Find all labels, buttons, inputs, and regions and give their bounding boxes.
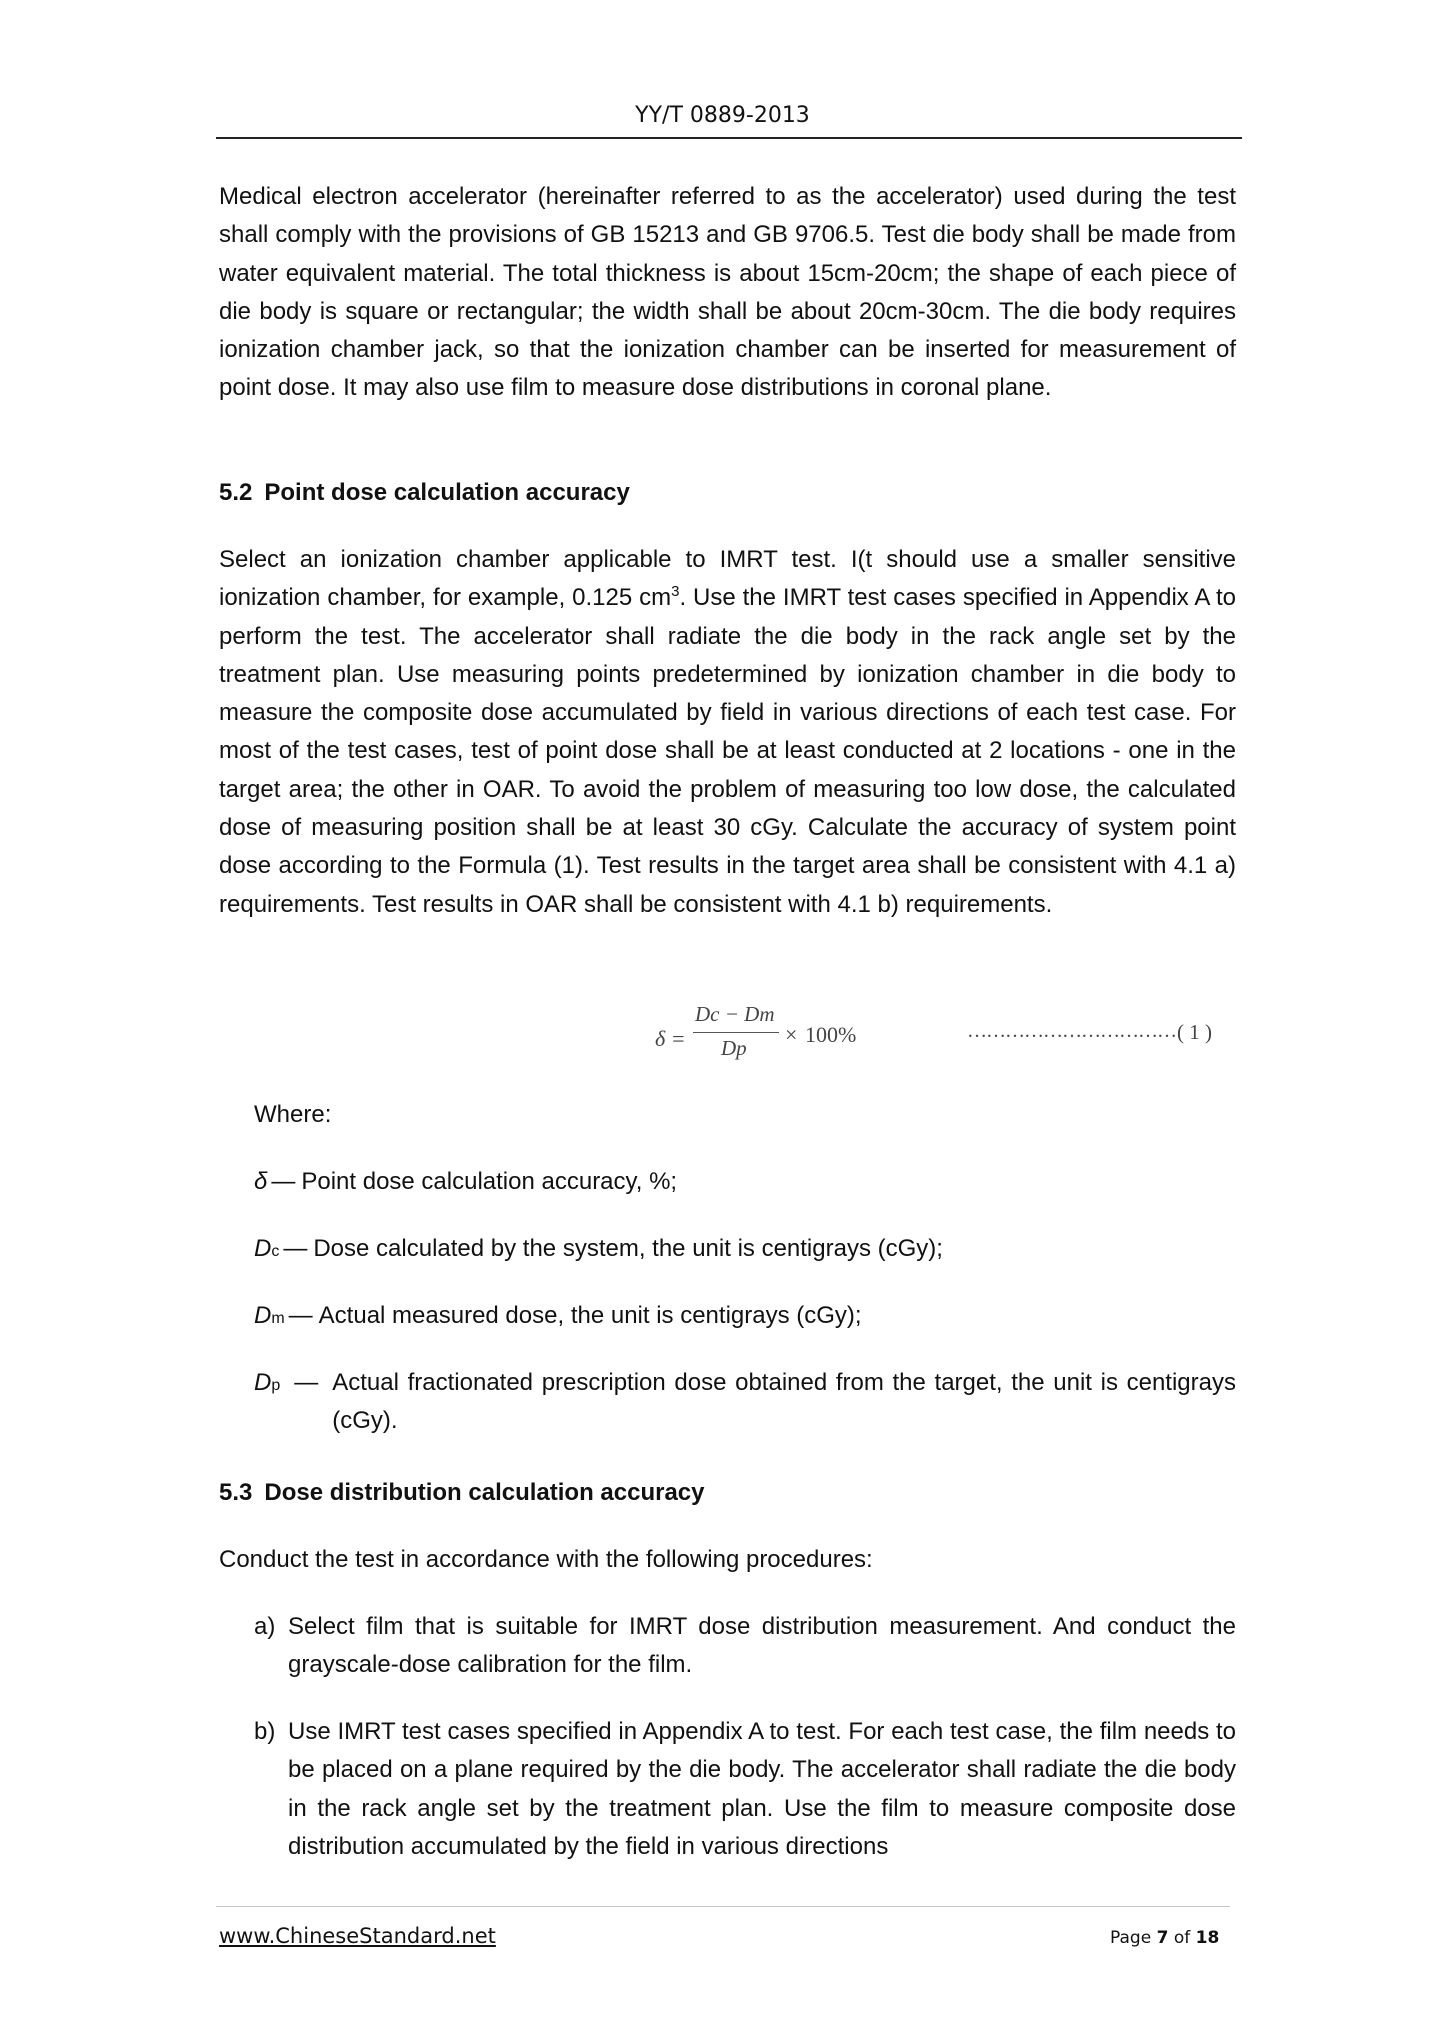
where-label: Where:: [254, 1101, 332, 1128]
list-item-text: Use IMRT test cases specified in Appendix A to test. For each test case, the film needs to be placed on a plane required by the die body. The accelerator shall radiate the die body in the rack angle set by the treatment plan. Use the film to measure composite dose distribution accumulated by the field in various directions: [288, 1718, 1236, 1860]
list-item-a: [254, 1608, 1236, 1685]
section-title: Dose distribution calculation accuracy: [264, 1479, 705, 1506]
definition-symbol: D: [254, 1369, 272, 1396]
intro-paragraph: Medical electron accelerator (hereinafter referred to as the accelerator) used during the test shall comply with the provisions of GB 15213 and GB 9706.5. Test die body shall be made from water equivalent material. The total thickness is about 15cm-20cm; the shape of each piece of die body is square or rectangular; the width shall be about 20cm-30cm. The die body requires ionization chamber jack, so that the ionization chamber can be inserted for measurement of point dose. It may also use film to measure dose distributions in coronal plane.: [219, 183, 1236, 402]
definition-text: Dose calculated by the system, the unit is centigrays (cGy);: [313, 1235, 943, 1262]
definition-dc: [254, 1230, 1236, 1271]
formula-percent: 100%: [805, 1022, 857, 1047]
page-prefix: Page: [1110, 1928, 1152, 1948]
page-current: 7: [1156, 1928, 1169, 1948]
definition-text: Actual fractionated prescription dose obtained from the target, the unit is centigrays (cGy).: [332, 1369, 1236, 1434]
section-5-2-paragraph: [219, 541, 1236, 924]
definition-dm: [254, 1297, 1236, 1338]
formula-numerator: Dc − Dm: [695, 1002, 775, 1026]
definition-lead: [254, 1364, 324, 1440]
definition-symbol: D: [254, 1302, 272, 1329]
section-number: 5.3: [219, 1479, 253, 1506]
formula-leader-dots: ……………………………: [967, 1020, 1176, 1042]
footer-website-link[interactable]: www.ChineseStandard.net: [219, 1924, 496, 1948]
definition-dash: —: [283, 1235, 308, 1262]
list-item-label: b): [254, 1718, 276, 1745]
formula-times: ×: [785, 1022, 798, 1047]
footer-rule: [216, 1906, 1230, 1907]
definition-subscript: p: [271, 1377, 281, 1394]
header-doc-id: YY/T 0889-2013: [635, 103, 810, 128]
definition-dash: —: [294, 1369, 319, 1396]
formula-1: [655, 1002, 1215, 1082]
formula-denominator: Dp: [721, 1036, 747, 1060]
section-heading-5-3: [219, 1474, 705, 1512]
definition-subscript: c: [271, 1243, 280, 1260]
section-number: 5.2: [219, 479, 253, 506]
paragraph-text: . Use the IMRT test cases specified in Appendix A to perform the test. The accelerator shall radiate the die body in the rack angle set by the treatment plan. Use measuring points predetermined by ionization chamber in die body to measure the composite dose accumulated by field in various directions of each test case. For most of the test cases, test of point dose shall be at least conducted at 2 locations - one in the target area; the other in OAR. To avoid the problem of measuring too low dose, the calculated dose of measuring position shall be at least 30 cGy. Calculate the accuracy of system point dose according to the Formula (1). Test results in the target area shall be consistent with 4.1 a) requirements. Test results in OAR shall be consistent with 4.1 b) requirements.: [219, 584, 1236, 918]
section-5-3-intro: Conduct the test in accordance with the following procedures:: [219, 1546, 873, 1573]
list-item-b: [254, 1713, 1236, 1866]
formula-number: ( 1 ): [1177, 1020, 1212, 1044]
list-item-label: a): [254, 1613, 276, 1640]
page-total: 18: [1195, 1928, 1220, 1948]
definition-delta: [254, 1163, 1236, 1204]
definition-dp: [254, 1364, 1236, 1440]
list-item-text: Select film that is suitable for IMRT dose distribution measurement. And conduct the grayscale-dose calibration for the film.: [288, 1613, 1236, 1679]
formula-lhs: δ =: [655, 1026, 686, 1051]
definition-subscript: m: [271, 1310, 285, 1327]
definition-symbol: δ: [254, 1168, 268, 1195]
paragraph-text: Select an ionization chamber applicable to IMRT test. I(t should use a smaller sensitive ionization chamber, for example, 0.125 cm: [219, 546, 1236, 612]
definition-text: Point dose calculation accuracy, %;: [301, 1168, 678, 1195]
page-of: of: [1173, 1928, 1191, 1948]
formula-fraction-bar: [693, 1032, 779, 1033]
header-rule: [216, 137, 1242, 139]
definition-text: Actual measured dose, the unit is centigrays (cGy);: [318, 1302, 862, 1329]
definition-dash: —: [271, 1168, 296, 1195]
section-title: Point dose calculation accuracy: [264, 479, 630, 506]
superscript: 3: [671, 583, 680, 601]
definition-dash: —: [288, 1302, 313, 1329]
section-heading-5-2: [219, 474, 630, 512]
definition-symbol: D: [254, 1235, 272, 1262]
footer-page-number: [1110, 1928, 1219, 1948]
